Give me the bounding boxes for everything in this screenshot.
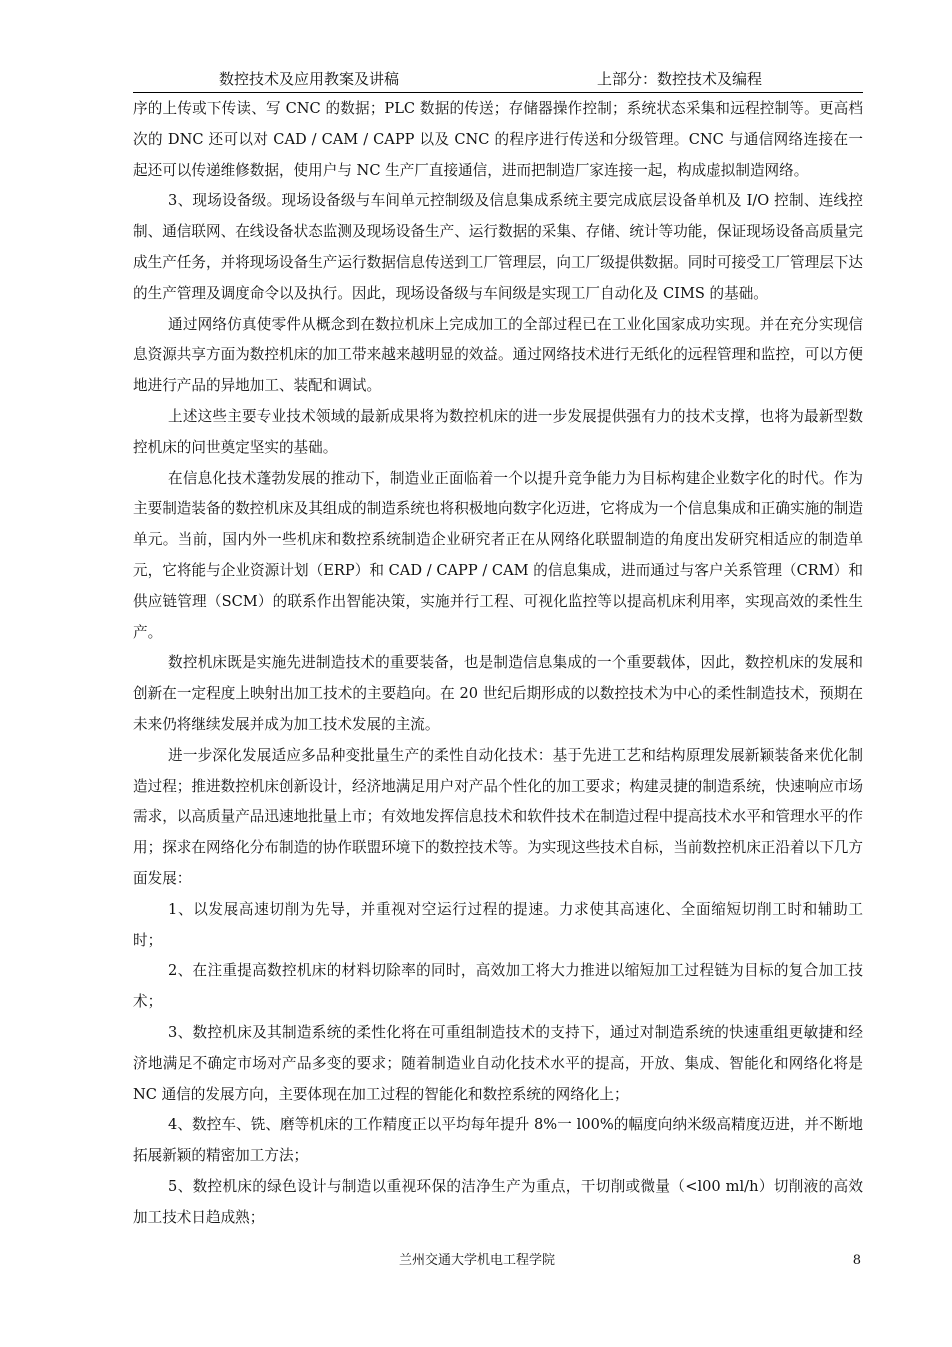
paragraph-digitalization: 在信息化技术蓬勃发展的推动下，制造业正面临着一个以提升竞争能力为目标构建企业数字化的时代。作为主要制造装备的数控机床及其组成的制造系统也将积极地向数字化迈进，它将成为一个信息集成和正确实施的制造单元。当前，国内外一些机床和数控系统制造企业研究者正在从网络化联盟制造的角度出发研究相适应的制造单元，它将能与企业资源计划（ERP）和 CAD / CAPP / CAM 的信息集成，进而通过与客户关系管理（CRM）和供应链管理（SCM）的联系作出智能决策，实施并行工程、可视化监控等以提高机床利用率，实现高效的柔性生产。 <box>133 469 863 641</box>
paragraph-flexible-automation: 进一步深化发展适应多品种变批量生产的柔性自动化技术：基于先进工艺和结构原理发展新颖装备来优化制造过程；推进数控机床创新设计，经济地满足用户对产品个性化的加工要求；构建灵捷的制造系统，快速响应市场需求，以高质量产品迅速地批量上市；有效地发挥信息技术和软件技术在制造过程中提高技术水平和管理水平的作用；探求在网络化分布制造的协作联盟环境下的数控技术等。为实现这些技术自标，当前数控机床正沿着以下几方面发展： <box>133 746 863 887</box>
page-footer <box>133 1250 863 1272</box>
body-text <box>133 94 863 1233</box>
header-right-title: 上部分：数控技术及编程 <box>597 70 763 88</box>
paragraph-network-simulation: 通过网络仿真使零件从概念到在数拉机床上完成加工的全部过程已在工业化国家成功实现。并在充分实现信息资源共享方面为数控机床的加工带来越来越明显的效益。通过网络技术进行无纸化的远程管理和监控，可以方便地进行产品的异地加工、装配和调试。 <box>133 315 863 395</box>
list-item-1: 1、以发展高速切削为先导，并重视对空运行过程的提速。力求使其高速化、全面缩短切削工时和辅助工时； <box>133 900 863 949</box>
header-left-title: 数控技术及应用教案及讲稿 <box>219 70 400 88</box>
paragraph-field-device-level: 3、现场设备级。现场设备级与车间单元控制级及信息集成系统主要完成底层设备单机及 I/O 控制、连线控制、通信联网、在线设备状态监测及现场设备生产、运行数据的采集、存储、统计等功能，保证现场设备高质量完成生产任务，并将现场设备生产运行数据信息传送到工厂管理层，向工厂级提供数据。同时可接受工厂管理层下达的生产管理及调度命令以及执行。因此，现场设备级与车间级是实现工厂自动化及 CIMS 的基础。 <box>133 192 863 302</box>
paragraph-dnc-continued: 序的上传或下传读、写 CNC 的数据；PLC 数据的传送；存储器操作控制；系统状态采集和远程控制等。更高档次的 DNC 还可以对 CAD / CAM / CAPP 以及 CNC 的程序进行传送和分级管理。CNC 与通信网络连接在一起还可以传递维修数据，使用户与 NC 生产厂直接通信，进而把制造厂家连接一起，构成虚拟制造网络。 <box>133 100 863 179</box>
footer-school: 兰州交通大学机电工程学院 <box>399 1253 556 1268</box>
list-item-5: 5、数控机床的绿色设计与制造以重视环保的洁净生产为重点，干切削或微量（<l00 ml/h）切削液的高效加工技术日趋成熟； <box>133 1177 863 1226</box>
list-item-4: 4、数控车、铣、磨等机床的工作精度正以平均每年提升 8%一 l00%的幅度向纳米级高精度迈进，并不断地拓展新颖的精密加工方法； <box>133 1116 863 1165</box>
list-item-3: 3、数控机床及其制造系统的柔性化将在可重组制造技术的支持下，通过对制造系统的快速重组更敏捷和经济地满足不确定市场对产品多变的要求；随着制造业自动化技术水平的提高，开放、集成、智能化和网络化将是 NC 通信的发展方向，主要体现在加工过程的智能化和数控系统的网络化上； <box>133 1023 863 1103</box>
paragraph-cnc-equipment: 数控机床既是实施先进制造技术的重要装备，也是制造信息集成的一个重要载体，因此，数控机床的发展和创新在一定程度上映射出加工技术的主要趋向。在 20 世纪后期形成的以数控技术为中心的柔性制造技术，预期在未来仍将继续发展并成为加工技术发展的主流。 <box>133 654 863 733</box>
page-header <box>133 66 863 93</box>
page-number: 8 <box>852 1253 861 1268</box>
list-item-2: 2、在注重提高数控机床的材料切除率的同时，高效加工将大力推进以缩短加工过程链为目标的复合加工技术； <box>133 962 863 1011</box>
paragraph-tech-support: 上述这些主要专业技术领域的最新成果将为数控机床的进一步发展提供强有力的技术支撑，也将为最新型数控机床的问世奠定坚实的基础。 <box>133 407 863 456</box>
